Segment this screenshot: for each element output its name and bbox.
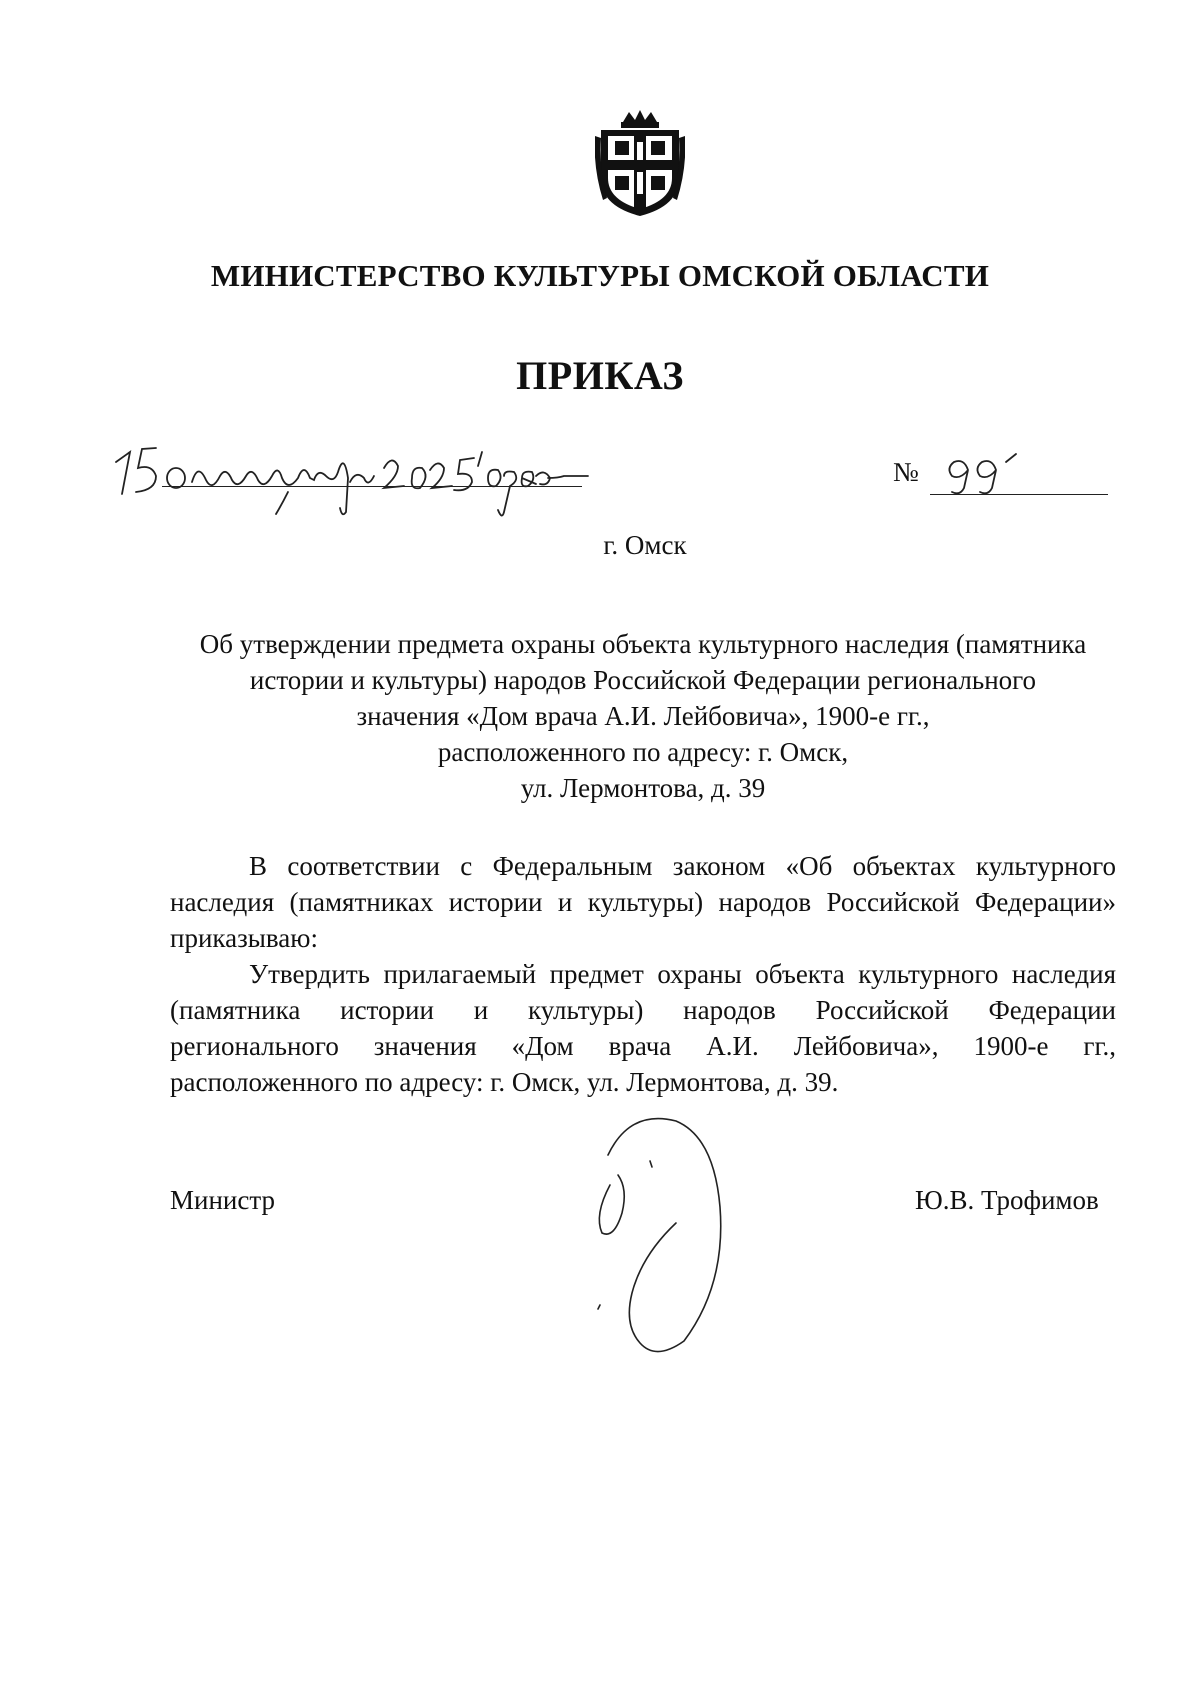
signature-icon bbox=[580, 1115, 730, 1355]
date-underline bbox=[162, 486, 582, 487]
body-line: (памятника истории и культуры) народов Российской Федерации bbox=[170, 995, 1116, 1025]
subject-line: истории и культуры) народов Российской Федерации регионального bbox=[249, 665, 1037, 695]
number-label: № bbox=[893, 457, 919, 487]
document-type: ПРИКАЗ bbox=[516, 353, 684, 398]
body-line: регионального значения «Дом врача А.И. Лейбовича», 1900-е гг., bbox=[170, 1031, 1116, 1061]
body-line: Утвердить прилагаемый предмет охраны объекта культурного наследия bbox=[249, 959, 1116, 989]
body-line: расположенного по адресу: г. Омск, ул. Лермонтова, д. 39. bbox=[170, 1067, 839, 1097]
subject-line: значения «Дом врача А.И. Лейбовича», 1900-е гг., bbox=[356, 701, 930, 731]
signatory-title: Министр bbox=[170, 1185, 275, 1215]
subject-line: расположенного по адресу: г. Омск, bbox=[437, 737, 849, 767]
document-subject bbox=[170, 626, 1116, 806]
document-body bbox=[170, 848, 1116, 1100]
ministry-name: МИНИСТЕРСТВО КУЛЬТУРЫ ОМСКОЙ ОБЛАСТИ bbox=[210, 258, 990, 293]
number-underline bbox=[930, 494, 1108, 495]
body-line: В соответствии с Федеральным законом «Об объектах культурного bbox=[249, 851, 1116, 881]
subject-line: ул. Лермонтова, д. 39 bbox=[520, 773, 766, 803]
body-line: наследия (памятниках истории и культуры) народов Российской Федерации» bbox=[170, 887, 1116, 917]
handwritten-date bbox=[112, 432, 592, 522]
signatory-name: Ю.В. Трофимов bbox=[915, 1185, 1099, 1215]
body-line: приказываю: bbox=[170, 923, 318, 953]
coat-of-arms-icon bbox=[595, 108, 685, 220]
handwritten-number bbox=[942, 448, 1022, 498]
subject-line: Об утверждении предмета охраны объекта культурного наследия (памятника bbox=[199, 629, 1087, 659]
city: г. Омск bbox=[603, 530, 687, 560]
